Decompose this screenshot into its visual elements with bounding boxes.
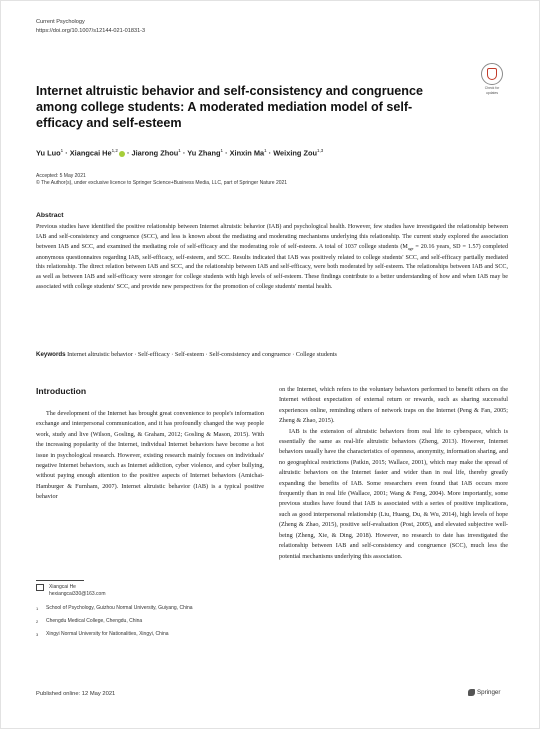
- affiliation-item: [36, 618, 264, 625]
- keywords-line: [36, 351, 508, 358]
- doi-link[interactable]: https://doi.org/10.1007/s12144-021-01831-3: [36, 28, 146, 34]
- publisher-name: Springer: [477, 689, 501, 696]
- contact-name: Xiangcai He: [49, 584, 76, 590]
- affiliation-number: 2: [36, 619, 39, 624]
- check-updates-line2: updates: [485, 91, 499, 95]
- abstract-heading: Abstract: [36, 212, 64, 219]
- accepted-date: Accepted: 5 May 2021: [36, 173, 86, 179]
- author-name[interactable]: Weixing Zou: [273, 148, 317, 158]
- affiliation-item: [36, 605, 264, 612]
- affiliation-number: 3: [36, 632, 39, 637]
- corresponding-author: [36, 584, 264, 598]
- abstract-text: [36, 223, 508, 293]
- affiliation-number: 1: [36, 606, 39, 611]
- keywords-text: Internet altruistic behavior · Self-efficacy · Self-esteem · Self-consistency and congruence · College students: [67, 351, 337, 358]
- intro-paragraph: on the Internet, which refers to the voluntary behaviors performed to benefit others on the Internet without expectation of external return or rewards, such as sharing successful experiences online, reminding others of network traps on the Internet (Peng & Fan, 2005; Zheng & Zhao, 2015).: [279, 386, 508, 425]
- intro-paragraph: The development of the Internet has brought great convenience to people's information exchange and interpersonal communication, and it has profoundly changed the way people work, study and live (Wilson, Gosling, & Graham, 2012; Gosling & Mason, 2015). With the increasing popularity of the Internet, individual Internet behaviors have become a hot issue in psychological research. However, existing research mainly focuses on individuals' negative Internet behaviors, such as Internet addiction, cyber violence, and cyber bullying, without paying enough attention to the positive aspects of Internet behaviors (Amichai-Hamburger & Furnham, 2007). Internet altruistic behavior (IAB) is a typical positive behavior: [36, 410, 264, 501]
- author-name[interactable]: Xinxin Ma: [229, 148, 265, 158]
- check-updates-line1: Check for: [484, 86, 500, 90]
- footnote-rule: [36, 580, 84, 581]
- affiliation-item: [36, 631, 264, 638]
- abstract-age-subscript: age: [407, 245, 414, 251]
- abstract-part-1: Previous studies have identified the positive relationship between Internet altruistic behavior (IAB) and psychological health. However, few studies have investigated the relationship between IAB and self-consistency and congruence (SCC), and less is known about the mediating and moderating mechanisms underlying this relationship. The current study explored the association between IAB and SCC, and examined the mediating role of self-efficacy and the moderating role of self-esteem. A total of 1037 college students (M: [36, 224, 508, 250]
- left-column: [36, 409, 264, 503]
- author-affiliation-sup: 1: [220, 148, 224, 153]
- author-affiliation-sup: 1: [60, 148, 64, 153]
- introduction-heading: Introduction: [36, 386, 87, 396]
- affiliation-text: School of Psychology, Guizhou Normal University, Guiyang, China: [46, 605, 193, 611]
- abstract-part-2: = 20.16 years, SD = 1.57) completed anonymous questionnaires regarding IAB, self-efficacy, self-esteem, and SCC. Results indicated that IAB was positively related to college students' SCC, and self-efficacy partially mediated this relationship. The direct relation between IAB and SCC, and the relationship between IAB and self-efficacy, were both moderated by self-esteem. The relationships between IAB and SCC, as well as between IAB and self-efficacy were stronger for college students with high levels of self-esteem. These findings contribute to a better understanding of how and when IAB may be associated with college students' SCC, and provide new perspectives for the promotion of college students' mental health.: [36, 243, 508, 290]
- check-for-updates-badge[interactable]: [479, 63, 505, 95]
- paper-title: Internet altruistic behavior and self-consistency and congruence among college students: A moderated mediation model of self-efficacy and self-esteem: [36, 84, 424, 130]
- footnotes: [36, 584, 264, 644]
- author-affiliation-sup: 1,2: [111, 148, 118, 153]
- author-name[interactable]: Xiangcai He: [69, 148, 112, 158]
- author-name[interactable]: Yu Luo: [36, 148, 61, 158]
- contact-email[interactable]: hexiangcai330@163.com: [49, 591, 106, 597]
- affiliation-text: Xingyi Normal University for Nationalities, Xingyi, China: [46, 631, 169, 637]
- journal-name: Current Psychology: [36, 19, 85, 25]
- affiliation-text: Chengdu Medical College, Chengdu, China: [46, 618, 143, 624]
- published-online-date: Published online: 12 May 2021: [36, 691, 116, 697]
- copyright-line: © The Author(s), under exclusive licence to Springer Science+Business Media, LLC, part of Springer Nature 2021: [36, 180, 288, 186]
- article-dates: [36, 173, 287, 187]
- intro-paragraph: IAB is the extension of altruistic behaviors from real life to cyberspace, which is essentially the same as real-life altruistic behaviors (Zheng, 2013). However, Internet behaviors usually have the characteristics of openness, anonymity, information sharing, and no geographical restrictions (Patkin, 2015; Wallace, 2001), which may make the spread of altruistic behaviors on the Internet faster and wider than in real life, thereby greatly expanding the benefits of IAB. Some researchers even found that IAB occurs more frequently than in real life (Wallace, 2001; Wang & Feng, 2004). More importantly, some previous studies have found that IAB is associated with a series of positive implications, such as good interpersonal relationship (Liu, Huang, Du, & Wu, 2014), high levels of hope (Zheng & Zhao, 2015), positive self-evaluation (Post, 2005), and elevated subjective well-being (Zheng, Xie, & Ding, 2018). However, no research to date has investigated the relationship between IAB and self-consistency and congruence (SCC), much less the potential mechanisms underlying this association.: [279, 427, 508, 560]
- keywords-label: Keywords: [36, 351, 66, 358]
- publisher-logo[interactable]: [468, 689, 500, 696]
- author-name[interactable]: Yu Zhang: [187, 148, 221, 158]
- author-list: Yu Luo$^1$ · Xiangcai He$^{1,2}$ · Jiarong Zhou$^1$ · Yu Zhang$^1$ · Xinxin $Ma^1$ · Weixing Zou$^{1,3}$: [36, 148, 324, 158]
- envelope-icon: [36, 584, 44, 591]
- author-name[interactable]: Jiarong Zhou: [131, 148, 179, 158]
- springer-horse-icon: [468, 689, 475, 696]
- right-column: [279, 385, 508, 562]
- check-updates-icon: [481, 63, 503, 85]
- author-affiliation-sup: 1,3: [317, 148, 324, 153]
- orcid-icon[interactable]: [119, 151, 125, 157]
- author-affiliation-sup: 1: [178, 148, 181, 153]
- author-affiliation-sup: 1: [264, 148, 267, 153]
